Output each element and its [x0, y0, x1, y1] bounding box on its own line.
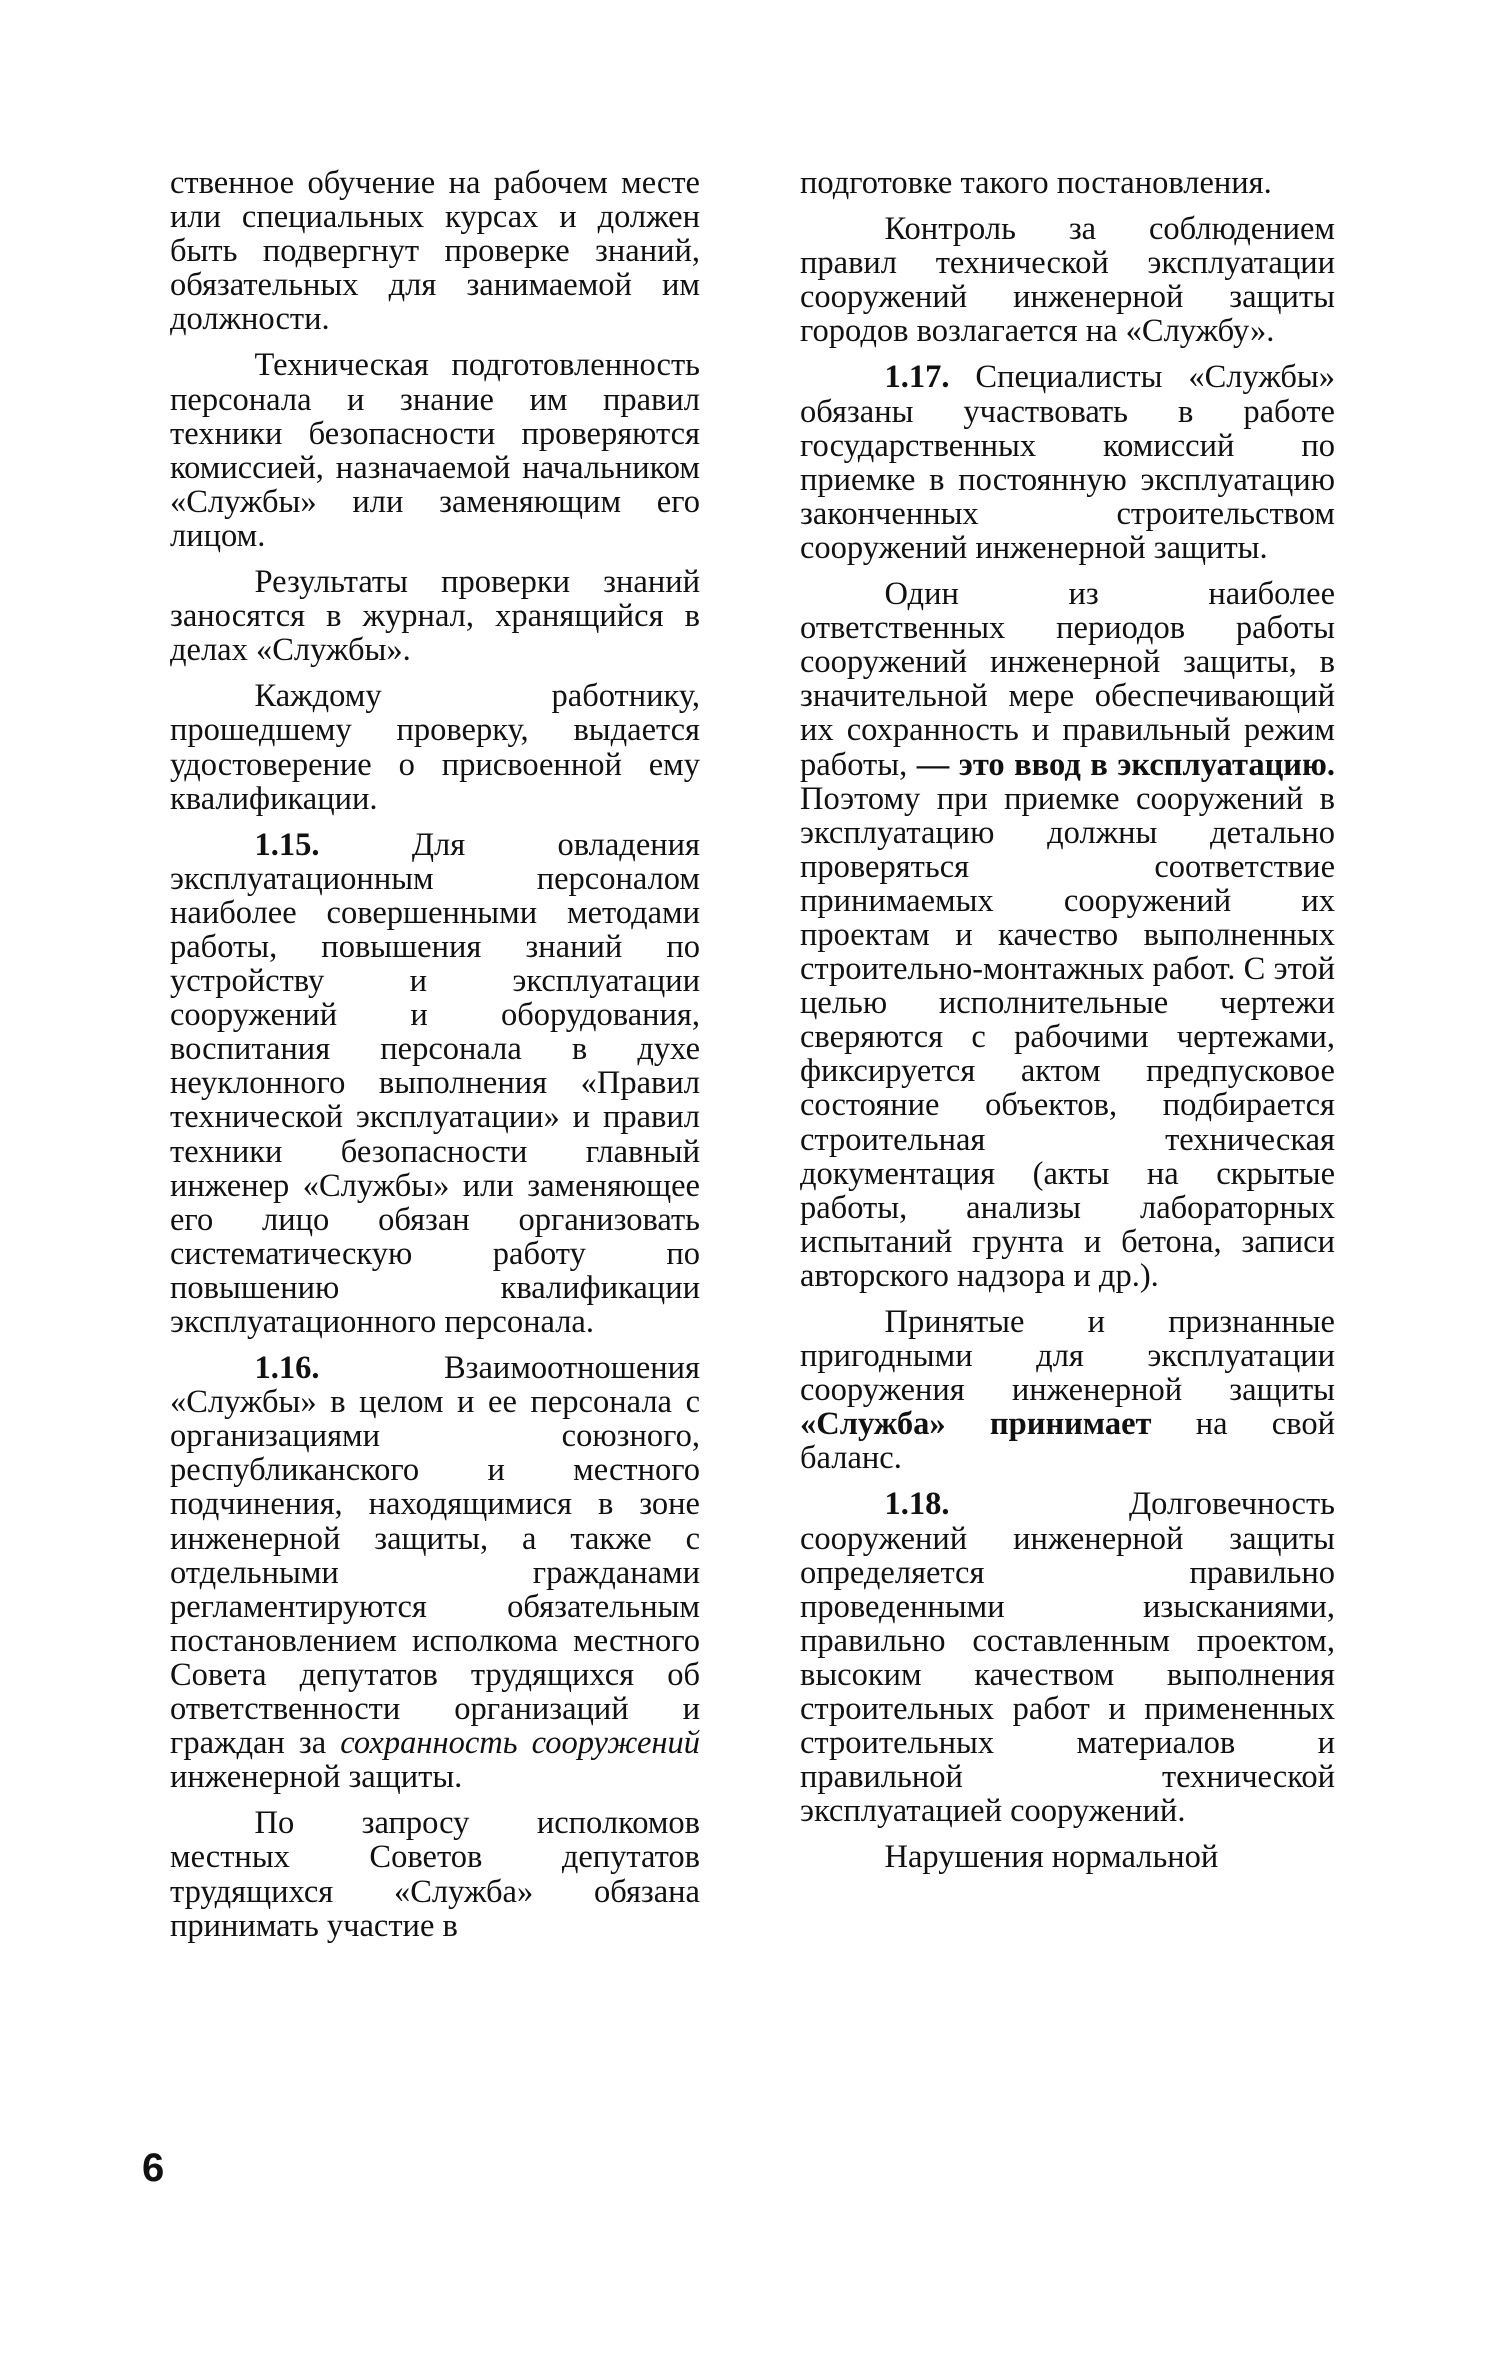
paragraph-text: Принятые и признанные пригодными для эксплуатации сооружения инженерной защиты — [800, 1304, 1335, 1409]
bold-phrase: «Служба» принимает — [800, 1406, 1152, 1443]
right-column — [800, 166, 1335, 1887]
paragraph-text-end: Поэтому при приемке сооружений в эксплуатацию должны детально проверяться соответствие принимаемых сооружений их проектам и качество выполненных строительно-монтажных работ. С этой целью исполнительные чертежи сверяются с рабочими чертежами, фиксируется актом предпусковое состояние объектов, подбирается строительная техническая документация (акты на скрытые работы, анализы лабораторных испытаний грунта и бетона, записи авторского надзора и др.). — [800, 780, 1335, 1294]
paragraph-continuation: подготовке такого постановления. — [800, 165, 1272, 201]
paragraph-text: Один из наиболее ответственных периодов работы сооружений инженерной защиты, в значительной мере обеспечивающий их сохранность и правильный режим работы, — [800, 576, 1335, 783]
bold-phrase: — это ввод в эксплуатацию. — [916, 746, 1335, 783]
page-number: 6 — [142, 2146, 165, 2190]
section-number: 1.17. — [884, 359, 950, 396]
paragraph-acceptance — [800, 1305, 1335, 1475]
paragraph-request: По запросу исполкомов местных Советов депутатов трудящихся «Служба» обязана принимать участие в — [170, 1805, 700, 1944]
section-1-18 — [800, 1487, 1335, 1828]
italic-phrase: сохранность сооружений — [340, 1725, 700, 1762]
paragraph-continuation: ственное обучение на рабочем месте или специальных курсах и должен быть подвергнут проверке знаний, обязательных для занимаемой им должности. — [170, 165, 700, 338]
section-text-end: инженерной защиты. — [170, 1759, 463, 1796]
section-number: 1.16. — [254, 1350, 320, 1387]
section-text: Специалисты «Службы» обязаны участвовать в работе государственных комиссий по приемке в постоянную эксплуатацию законченных строительством сооружений инженерной защиты. — [800, 359, 1335, 566]
left-column — [170, 166, 700, 1955]
paragraph-technical-readiness: Техническая подготовленность персонала и знание им правил техники безопасности проверяются комиссией, назначаемой начальником «Службы» или заменяющим его лицом. — [170, 347, 700, 554]
section-number: 1.18. — [884, 1486, 950, 1523]
paragraph-violations: Нарушения нормальной — [884, 1839, 1219, 1876]
section-text: Долговечность сооружений инженерной защиты определяется правильно проведенными изысканиями, правильно составленным проектом, высоким качеством выполнения строительных работ и примененных строительных материалов и правильной технической эксплуатацией сооружений. — [800, 1486, 1335, 1830]
section-number: 1.15. — [254, 826, 320, 863]
section-1-15 — [170, 828, 700, 1339]
section-1-16 — [170, 1351, 700, 1794]
paragraph-check-results: Результаты проверки знаний заносятся в журнал, хранящийся в делах «Службы». — [170, 564, 700, 669]
paragraph-certificate: Каждому работнику, прошедшему проверку, выдается удостоверение о присвоенной ему квалификации. — [170, 678, 700, 817]
section-1-17 — [800, 360, 1335, 565]
section-text: Взаимоотношения «Службы» в целом и ее персонала с организациями союзного, республиканского и местного подчинения, находящимися в зоне инженерной защиты, а также с отдельными гражданами регламентируются обязательным постановлением исполкома местного Совета депутатов трудящихся об ответственности организаций и граждан за — [170, 1350, 700, 1762]
section-text: Для овладения эксплуатационным персоналом наиболее совершенными методами работы, повышения знаний по устройству и эксплуатации сооружений и оборудования, воспитания персонала в духе неуклонного выполнения «Правил технической эксплуатации» и правил техники безопасности главный инженер «Службы» или заменяющее его лицо обязан организовать систематическую работу по повышению квалификации эксплуатационного персонала. — [170, 826, 700, 1340]
paragraph-commissioning — [800, 577, 1335, 1293]
paragraph-control: Контроль за соблюдением правил технической эксплуатации сооружений инженерной защиты городов возлагается на «Службу». — [800, 211, 1335, 350]
paragraph-text-end: на свой баланс. — [800, 1406, 1335, 1477]
